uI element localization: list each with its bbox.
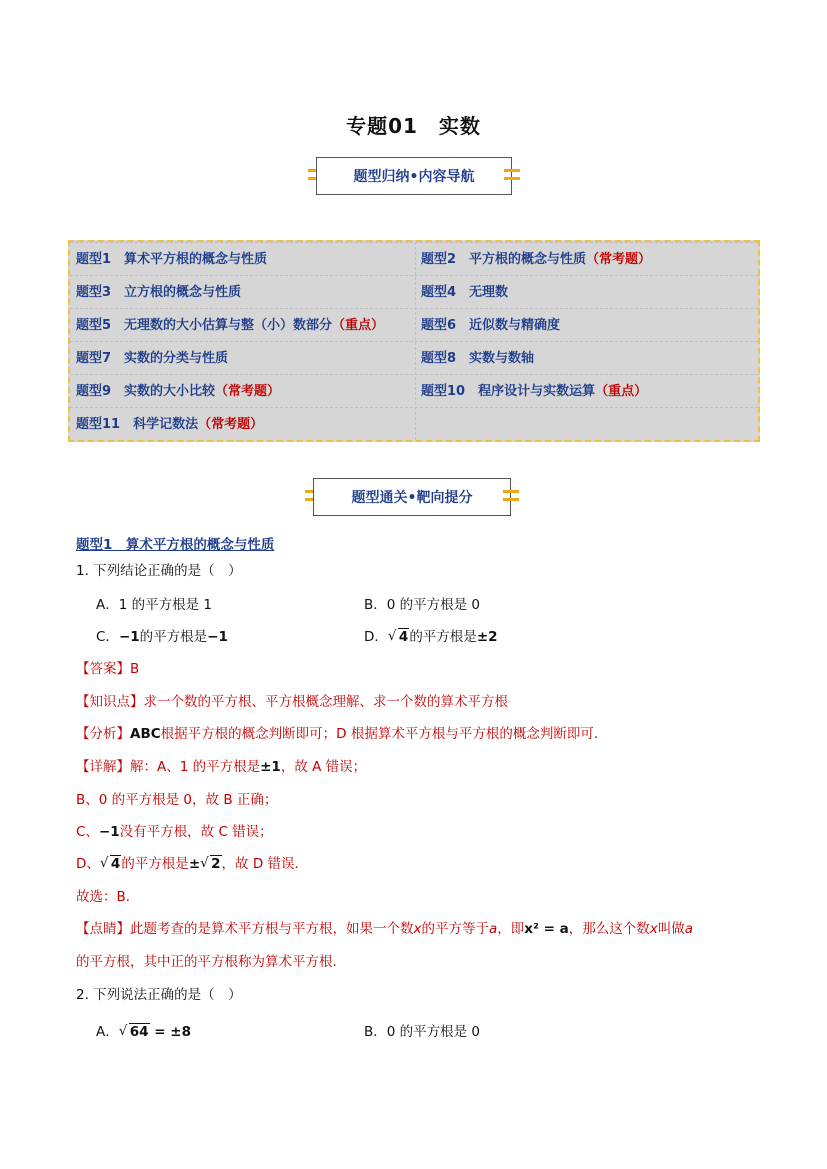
option-a: A．√ 64 = ±8 [96,1020,191,1040]
comment-line-2: 的平方根，其中正的平方根称为算术平方根． [76,954,346,970]
nav-item[interactable]: 题型9 实数的大小比较（常考题） [76,384,281,399]
sqrt-symbol: √ 4 [388,629,409,645]
nav-item[interactable]: 题型2 平方根的概念与性质（常考题） [421,252,652,267]
banner-label: 题型归纳•内容导航 [316,157,512,195]
nav-row [70,407,758,441]
question-stem: 1. 下列结论正确的是（ ） [76,563,242,579]
question-stem: 2. 下列说法正确的是（ ） [76,987,242,1003]
detail-line-3: C、−1没有平方根，故 C 错误； [76,824,273,840]
nav-row [70,308,758,342]
banner-label: 题型通关•靶向提分 [313,478,511,516]
nav-item[interactable]: 题型1 算术平方根的概念与性质 [76,252,268,267]
nav-item[interactable]: 题型6 近似数与精确度 [421,318,561,333]
nav-item[interactable]: 题型11 科学记数法（常考题） [76,417,264,432]
choose-line: 故选：B． [76,889,140,905]
option-b: B．0 的平方根是 0 [364,1024,481,1040]
sqrt-symbol: √ 64 [119,1024,150,1040]
option-a: A．1 的平方根是 1 [96,597,212,613]
detail-line-2: B、0 的平方根是 0，故 B 正确； [76,792,278,808]
sqrt-symbol: √ 4 [100,856,121,872]
option-d: D．√ 4的平方根是±2 [364,625,498,645]
nav-row [70,374,758,408]
nav-item[interactable]: 题型7 实数的分类与性质 [76,351,229,366]
answer-line: 【答案】B [76,661,140,677]
section-heading[interactable]: 题型1 算术平方根的概念与性质 [76,537,275,553]
nav-item[interactable]: 题型10 程序设计与实数运算（重点） [421,384,648,399]
page-title: 专题01 实数 [346,114,481,138]
nav-row [70,242,758,276]
option-c: C．−1的平方根是−1 [96,629,228,645]
knowledge-point: 【知识点】求一个数的平方根、平方根概念理解、求一个数的算术平方根 [76,694,508,710]
nav-item[interactable]: 题型4 无理数 [421,285,509,300]
detail-line-1: 【详解】解：A、1 的平方根是±1，故 A 错误； [76,759,367,775]
nav-row [70,341,758,375]
analysis: 【分析】ABC根据平方根的概念判断即可；D 根据算术平方根与平方根的概念判断即可． [76,726,608,742]
nav-row [70,275,758,309]
option-b: B．0 的平方根是 0 [364,597,481,613]
nav-banner [308,157,520,195]
nav-item[interactable]: 题型8 实数与数轴 [421,351,535,366]
detail-line-4: D、√ 4的平方根是±√ 2，故 D 错误． [76,852,308,872]
comment-line-1: 【点睛】此题考查的是算术平方根与平方根，如果一个数x的平方等于a，即x² = a，那么这个数x叫做a [76,921,694,937]
topic-navigation-table [68,240,760,442]
nav-item[interactable]: 题型5 无理数的大小估算与整（小）数部分（重点） [76,318,385,333]
nav-item[interactable]: 题型3 立方根的概念与性质 [76,285,242,300]
sqrt-symbol: √ 2 [200,856,221,872]
practice-banner [305,478,519,516]
